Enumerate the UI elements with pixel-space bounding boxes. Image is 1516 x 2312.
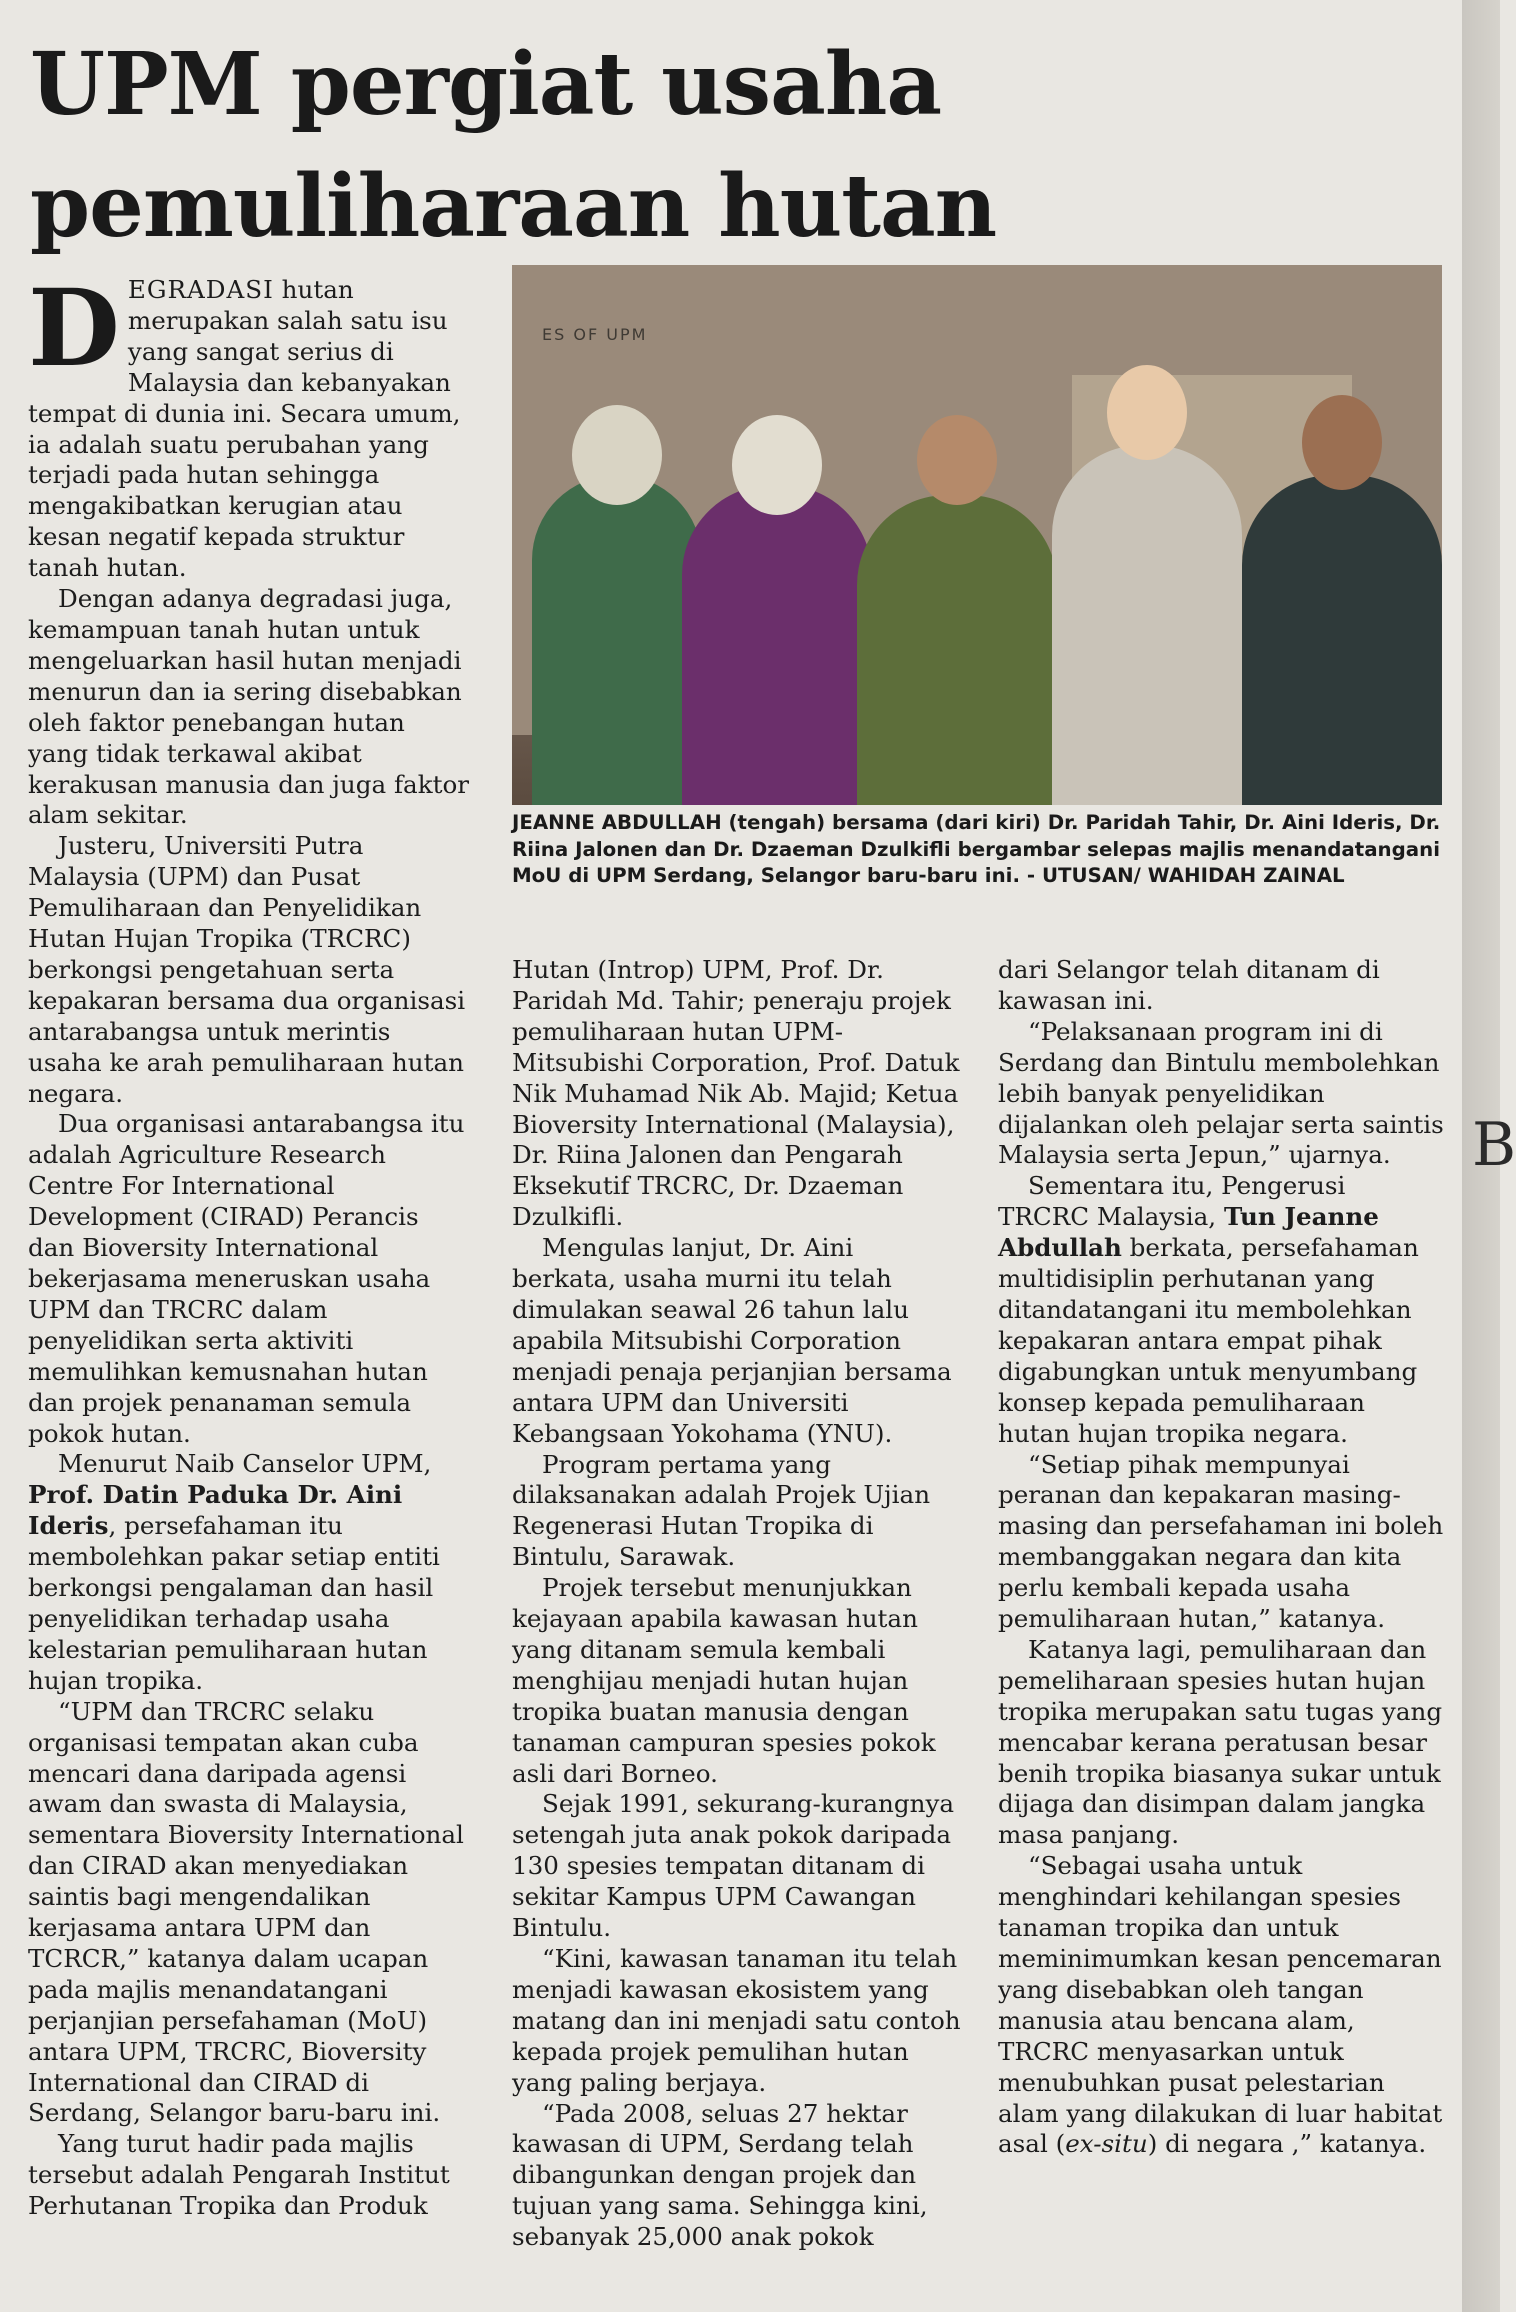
paragraph: Projek tersebut menunjukkan kejayaan apabila kawasan hutan yang ditanam semula kembali menghijau menjadi hutan hujan tropika buatan manusia dengan tanaman campuran spesies pokok asli dari Borneo. <box>512 1573 936 1788</box>
photo-person-3 <box>857 495 1057 805</box>
photo-credit: UTUSAN/ WAHIDAH ZAINAL <box>1041 864 1345 887</box>
paragraph: Mengulas lanjut, Dr. Aini berkata, usaha murni itu telah dimulakan seawal 26 tahun lalu apabila Mitsubishi Corporation menjadi penaja perjanjian bersama antara UPM dan Universiti Kebangsaan Yokohama (YNU). <box>512 1233 952 1448</box>
paragraph: “Pelaksanaan program ini di Serdang dan Bintulu membolehkan lebih banyak penyelidikan dijalankan oleh pelajar serta saintis Malaysia serta Jepun,” ujarnya. <box>998 1016 1444 1170</box>
paragraph <box>998 1171 1444 1449</box>
photo-person-5 <box>1242 475 1442 805</box>
paragraph: “Pada 2008, seluas 27 hektar kawasan di UPM, Serdang telah dibangunkan dengan projek dan tujuan yang sama. Sehingga kini, sebanyak 25,000 anak pokok <box>512 2098 928 2252</box>
drop-cap: D <box>28 265 120 390</box>
person-name-bold: Prof. Datin Paduka Dr. Aini Ideris <box>28 1480 403 1541</box>
paragraph-text: “Sebagai usaha untuk menghindari kehilangan spesies tanaman tropika dan untuk meminimumkan kesan pencemaran yang disebabkan oleh tangan manusia atau bencana alam, TRCRC menyasarkan untuk menubuhkan pusat pelestarian alam yang dilakukan di luar habitat asal ( <box>998 1851 1443 2159</box>
paragraph: Dua organisasi antarabangsa itu adalah Agriculture Research Centre For International Development (CIRAD) Perancis dan Bioversity International bekerjasama meneruskan usaha UPM dan TRCRC dalam penyelidikan serta aktiviti memulihkan kemusnahan hutan dan projek penanaman semula pokok hutan. <box>28 1109 465 1448</box>
person-name-bold: Tun Jeanne Abdullah <box>998 1202 1379 1263</box>
adjacent-page-letter: B <box>1472 1110 1516 1180</box>
paragraph-text: berkata, persefahaman multidisiplin perhutanan yang ditandatangani itu membolehkan kepakaran antara empat pihak digabungkan untuk menyumbang konsep kepada pemuliharaan hutan hujan tropika negara. <box>998 1233 1419 1448</box>
article-column-1 <box>28 265 470 2222</box>
paragraph: “Kini, kawasan tanaman itu telah menjadi kawasan ekosistem yang matang dan ini menjadi satu contoh kepada projek pemulihan hutan yang paling berjaya. <box>512 1944 961 2097</box>
photo-caption-text: JEANNE ABDULLAH (tengah) bersama (dari kiri) Dr. Paridah Tahir, Dr. Aini Ideris, Dr. Riina Jalonen dan Dr. Dzaeman Dzulkifli bergambar selepas majlis menandatangani MoU di UPM Serdang, Selangor baru-baru ini. - <box>512 811 1441 887</box>
photo-person-2 <box>682 485 872 805</box>
lead-caps: EGRADASI <box>127 275 274 304</box>
paragraph-text: ) di negara ,” katanya. <box>1147 2129 1427 2159</box>
photo-wall-text: ES OF UPM <box>542 325 648 344</box>
headline: UPM pergiat usaha pemuliharaan hutan <box>30 34 997 257</box>
paragraph-text: Sementara itu, Pengerusi TRCRC Malaysia, <box>998 1171 1346 1232</box>
article-column-2 <box>512 955 962 2253</box>
paragraph: Hutan (Introp) UPM, Prof. Dr. Paridah Md. Tahir; peneraju projek pemuliharaan hutan UPM-Mitsubishi Corporation, Prof. Datuk Nik Muhamad Nik Ab. Majid; Ketua Bioversity International (Malaysia), Dr. Riina Jalonen dan Pengarah Eksekutif TRCRC, Dr. Dzaeman Dzulkifli. <box>512 955 960 1232</box>
paragraph: Dengan adanya degradasi juga, kemampuan tanah hutan untuk mengeluarkan hasil hutan menjadi menurun dan ia sering disebabkan oleh faktor penebangan hutan yang tidak terkawal akibat kerakusan manusia dan juga faktor alam sekitar. <box>28 584 470 830</box>
photo-person-1 <box>532 475 702 805</box>
paragraph: “Setiap pihak mempunyai peranan dan kepakaran masing-masing dan persefahaman ini boleh membanggakan negara dan kita perlu kembali kepada usaha pemuliharaan hutan,” katanya. <box>998 1449 1444 1634</box>
paragraph-text: , persefahaman itu membolehkan pakar setiap entiti berkongsi pengalaman dan hasil penyelidikan terhadap usaha kelestarian pemuliharaan hutan hujan tropika. <box>28 1511 440 1695</box>
paragraph <box>28 265 470 584</box>
paragraph: Program pertama yang dilaksanakan adalah Projek Ujian Regenerasi Hutan Tropika di Bintulu, Sarawak. <box>512 1449 931 1572</box>
article-photo <box>512 265 1442 805</box>
photo-caption <box>512 810 1442 890</box>
paragraph: Katanya lagi, pemuliharaan dan pemeliharaan spesies hutan hujan tropika merupakan satu tugas yang mencabar kerana peratusan besar benih tropika biasanya sukar untuk dijaga dan disimpan dalam jangka masa panjang. <box>998 1634 1443 1850</box>
paragraph: Justeru, Universiti Putra Malaysia (UPM) dan Pusat Pemuliharaan dan Penyelidikan Hutan Hujan Tropika (TRCRC) berkongsi pengetahuan serta kepakaran bersama dua organisasi antarabangsa untuk merintis usaha ke arah pemuliharaan hutan negara. <box>28 831 466 1108</box>
italic-term: ex-situ <box>1065 2129 1148 2159</box>
photo-person-4 <box>1052 445 1242 805</box>
paragraph: dari Selangor telah ditanam di kawasan ini. <box>998 955 1380 1015</box>
paragraph <box>28 1449 470 1696</box>
paragraph-text: hutan merupakan salah satu isu yang sangat serius di Malaysia dan kebanyakan tempat di dunia ini. Secara umum, ia adalah suatu perubahan yang terjadi pada hutan sehingga mengakibatkan kerugian atau kesan negatif kepada struktur tanah hutan. <box>28 275 461 583</box>
article-column-3 <box>998 955 1444 2160</box>
paragraph: Yang turut hadir pada majlis tersebut adalah Pengarah Institut Perhutanan Tropika dan Produk <box>28 2129 450 2221</box>
paragraph: “UPM dan TRCRC selaku organisasi tempatan akan cuba mencari dana daripada agensi awam dan swasta di Malaysia, sementara Bioversity International dan CIRAD akan menyediakan saintis bagi mengendalikan kerjasama antara UPM dan TCRCR,” katanya dalam ucapan pada majlis menandatangani perjanjian persefahaman (MoU) antara UPM, TRCRC, Bioversity International dan CIRAD di Serdang, Selangor baru-baru ini. <box>28 1696 464 2128</box>
paragraph: Sejak 1991, sekurang-kurangnya setengah juta anak pokok daripada 130 spesies tempatan ditanam di sekitar Kampus UPM Cawangan Bintulu. <box>512 1789 955 1943</box>
paragraph-text: Menurut Naib Canselor UPM, <box>58 1449 432 1479</box>
paragraph <box>998 1851 1444 2160</box>
